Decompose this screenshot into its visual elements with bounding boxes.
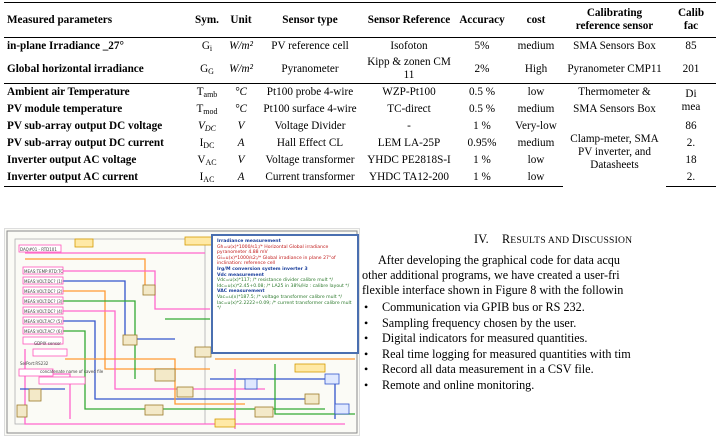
formula-node-callout: Irradiance measurement Gh=u(x)*1000/s1;/* Horizontal Global irradiance pyranometer 4.88 mV Gi=u(x)*1000/s2;/* Global irradiance in plane 27°of inclination: reference cell Irg/M conversion system inverter 3 Vdc measurement Vdc=u(x)*117; /* resistance divider calibre mult */ Idc=u(x)*2.45+0.08; /* LA25 in 38%/Hz : calibre layout */ VAC measurement Vac=u(x)*187.5; /* voltage transformer calibre mult */ Iac=u(x)*2.2222+0.09; /* current transformer calibre mult */: [211, 234, 359, 354]
parameters-table: [4, 2, 716, 187]
merged-calib-cell: Clamp-meter, SMA PV inverter, and Datasheets: [570, 132, 659, 171]
header-calib-factor: Calib fac: [666, 3, 716, 38]
list-item: • Digital indicators for measured quantities.: [362, 331, 722, 347]
labview-block-diagram: [4, 228, 360, 436]
header-param: Measured parameters: [4, 3, 189, 38]
list-item: • Real time logging for measured quantities with tim: [362, 347, 722, 363]
table-row: PV sub-array output DC current $I_{DC}$ A Hall Effect CL LEM LA-25P 0.95% medium 2.: [7, 137, 696, 150]
table-row: PV module temperature $T_{mod}$ °C Pt100 surface 4-wire TC-direct 0.5 % medium SMA Sensors Box: [7, 103, 656, 116]
body-paragraph: After developing the graphical code for data acqu other additional programs, we have created a user-fri flexible interface shown in Figure 8 with the followin: [362, 253, 624, 298]
table-row: Ambient air Temperature $T_{amb}$ °C Pt100 probe 4-wire WZP-Pt100 0.5 % low Thermometer & Di mea: [4, 84, 716, 102]
list-item: • Communication via GPIB bus or RS 232.: [362, 300, 722, 316]
table-row: Inverter output AC current $I_{AC}$ A Current transformer YHDC TA12-200 1 % low 2.: [4, 169, 716, 187]
list-item: • Record all data measurement in a CSV file.: [362, 362, 722, 378]
table-row: PV sub-array output DC voltage $V_{DC}$ V Voltage Divider - 1 % Very-low Clamp-meter, SMA PV inverter, and Datasheets 86: [4, 118, 716, 135]
feature-list: [362, 300, 722, 394]
header-sensor: Sensor type: [257, 3, 363, 38]
diagram-left-labels: DAQ#01 - RTD101 MEAS:TEMP:RTD:TC MEAS:VOLT:DC? (1) MEAS:VOLT:DC? (2) MEAS:VOLT:DC? (3) MEAS:VOLT:DC? (4) MEAS:VOLT:AC? (5) MEAS:VOLT:AC? (6) GDPIX sensor SelPort:RS232 concatenate name of saved file: [20, 247, 104, 374]
header-calibrating: Calibrating reference sensor: [563, 3, 666, 38]
header-ref: Sensor Reference: [363, 3, 455, 38]
header-sym: Sym.: [189, 3, 225, 38]
header-cost: cost: [509, 3, 563, 38]
table-header-row: [4, 3, 716, 38]
table-row: in-plane Irradiance _27° $G_i$ W/m² PV reference cell Isofoton 5% medium SMA Sensors Box 85: [7, 40, 697, 53]
list-item: • Sampling frequency chosen by the user.: [362, 316, 722, 332]
header-unit: Unit: [225, 3, 257, 38]
header-accuracy: Accuracy: [455, 3, 509, 38]
list-item: • Remote and online monitoring.: [362, 378, 722, 394]
table-row: Inverter output AC voltage $V_{AC}$ V Voltage transformer YHDC PE2818S-I 1 % low 18: [7, 154, 697, 167]
table-row: Global horizontal irradiance $G_G$ W/m² Pyranometer Kipp & zonen CM 11 2% High Pyranometer CMP11 201: [7, 56, 700, 81]
section-heading: IV. RESULTS AND DISCUSSION: [474, 232, 633, 246]
parameters-table-wrap: [4, 2, 705, 187]
